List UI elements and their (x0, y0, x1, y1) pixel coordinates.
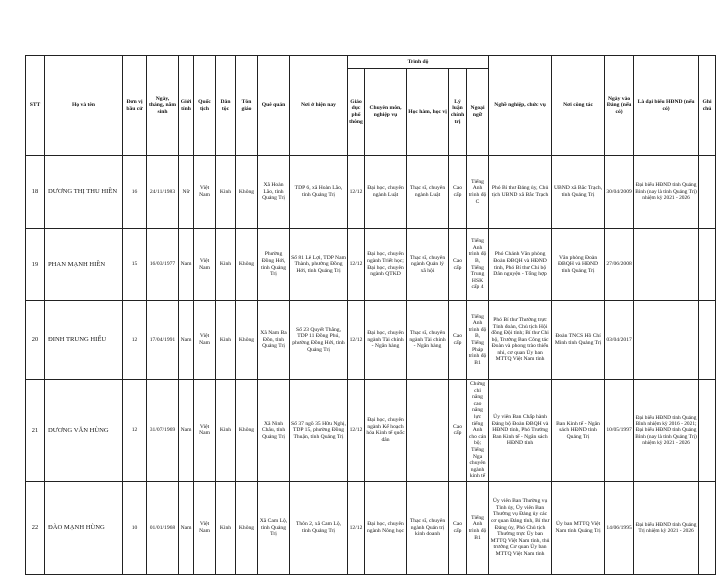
cell-degree (407, 380, 449, 482)
cell-ethnicity: Kinh (216, 380, 236, 482)
cell-workplace: UBND xã Bắc Trạch, tỉnh Quảng Trị (552, 156, 605, 229)
col-ethnicity: Dân tộc (216, 56, 236, 156)
cell-party-date: 10/05/1997 (605, 380, 634, 482)
cell-workplace: Ủy ban MTTQ Việt Nam tỉnh Quảng Trị (552, 481, 605, 574)
cell-general-edu: 12/12 (348, 301, 365, 380)
cell-major: Đại học, chuyên ngành Triết học; Đại học, chuyên ngành QTKD (365, 229, 407, 301)
cell-delegate: Đại biểu HĐND tỉnh Quảng Bình (nay là tỉnh Quảng Trị) nhiệm kỳ 2021 - 2026 (634, 156, 699, 229)
cell-residence: Số 23 Quyết Thắng, TDP 11 Đồng Phú, phường Đồng Hới, tỉnh Quảng Trị (290, 301, 348, 380)
cell-general-edu: 12/12 (348, 481, 365, 574)
cell-name: DƯƠNG VĂN HÙNG (45, 380, 123, 482)
cell-language: Tiếng Anh trình độ B1 (467, 481, 489, 574)
cell-nationality: Việt Nam (194, 481, 216, 574)
cell-politics: Cao cấp (449, 229, 467, 301)
cell-degree: Thạc sĩ, chuyên ngành Quản lý xã hội (407, 229, 449, 301)
col-nationality: Quốc tịch (194, 56, 216, 156)
cell-delegate (634, 301, 699, 380)
cell-residence: TDP 6, xã Hoàn Lão, tỉnh Quảng Trị (290, 156, 348, 229)
cell-religion: Không (236, 380, 258, 482)
cell-workplace: Ban Kinh tế - Ngân sách HĐND tỉnh Quảng Trị (552, 380, 605, 482)
cell-delegate (634, 229, 699, 301)
cell-delegate: Đại biểu HĐND tỉnh Quảng Trị nhiệm kỳ 2021 - 2026 (634, 481, 699, 574)
col-stt: STT (26, 56, 45, 156)
cell-ethnicity: Kinh (216, 481, 236, 574)
cell-occupation: Phó Chánh Văn phòng Đoàn ĐBQH và HĐND tỉnh, Phó Bí thư Chi bộ Dân nguyện - Tổng hợp (489, 229, 552, 301)
cell-residence: Số 81 Lê Lợi, TDP Nam Thành, phường Đồng Hới, tỉnh Quảng Trị (290, 229, 348, 301)
cell-party-date: 30/04/2009 (605, 156, 634, 229)
cell-name: ĐINH TRUNG HIẾU (45, 301, 123, 380)
cell-stt: 20 (26, 301, 45, 380)
cell-unit: 16 (123, 156, 147, 229)
cell-gender: Nam (179, 301, 194, 380)
col-occupation: Nghề nghiệp, chức vụ (489, 56, 552, 156)
cell-religion: Không (236, 229, 258, 301)
cell-notes (699, 229, 716, 301)
col-party-date: Ngày vào Đảng (nếu có) (605, 56, 634, 156)
col-education-group: Trình độ (348, 56, 489, 69)
cell-occupation: Ủy viên Ban Thường vụ Tỉnh ủy, Ủy viên Ban Thường vụ Đảng ủy các cơ quan Đảng tỉnh, Bí thư Đảng ủy, Phó Chủ tịch Thường trực Ủy ban MTTQ Việt Nam tỉnh, thủ trưởng Cơ quan Ủy ban MTTQ Việt Nam tỉnh (489, 481, 552, 574)
cell-politics: Cao cấp (449, 301, 467, 380)
cell-dob: 24/11/1983 (147, 156, 179, 229)
cell-workplace: Đoàn TNCS Hồ Chí Minh tỉnh Quảng Trị (552, 301, 605, 380)
col-notes: Ghi chú (699, 56, 716, 156)
cell-ethnicity: Kinh (216, 301, 236, 380)
cell-language: Tiếng Anh trình độ C (467, 156, 489, 229)
cell-notes (699, 301, 716, 380)
cell-major: Đại học, chuyên ngành Kế hoạch hóa Kinh tế quốc dân (365, 380, 407, 482)
cell-workplace: Văn phòng Đoàn ĐBQH và HĐND tỉnh Quảng Trị (552, 229, 605, 301)
col-workplace: Nơi công tác (552, 56, 605, 156)
candidate-table (25, 55, 716, 575)
cell-religion: Không (236, 156, 258, 229)
cell-notes (699, 481, 716, 574)
cell-general-edu: 12/12 (348, 229, 365, 301)
cell-residence: Số 37 ngõ 35 Hữu Nghị, TDP 15, phường Đồng Thuận, tỉnh Quảng Trị (290, 380, 348, 482)
cell-gender: Nam (179, 481, 194, 574)
table-row (26, 229, 716, 301)
cell-unit: 12 (123, 301, 147, 380)
cell-ethnicity: Kinh (216, 229, 236, 301)
cell-politics: Cao cấp (449, 481, 467, 574)
cell-party-date: 27/06/2008 (605, 229, 634, 301)
cell-stt: 21 (26, 380, 45, 482)
cell-language: Chứng chỉ năng cao năng lực tiếng Anh cho cán bộ; Tiếng Nga chuyên ngành kinh tế (467, 380, 489, 482)
cell-dob: 01/01/1968 (147, 481, 179, 574)
cell-stt: 22 (26, 481, 45, 574)
cell-major: Đại học, chuyên ngành Luật (365, 156, 407, 229)
cell-language: Tiếng Anh trình độ B, Tiếng Pháp trình độ B1 (467, 301, 489, 380)
col-major: Chuyên môn, nghiệp vụ (365, 69, 407, 156)
cell-occupation: Phó Bí thư Thường trực Tỉnh đoàn, Chủ tịch Hội đồng Đội tỉnh; Bí thư Chi bộ, Trưởng Ban Công tác Đoàn và phong trào thiếu nhi, cơ quan Ủy ban MTTQ Việt Nam tỉnh (489, 301, 552, 380)
cell-religion: Không (236, 301, 258, 380)
cell-nationality: Việt Nam (194, 156, 216, 229)
cell-nationality: Việt Nam (194, 301, 216, 380)
cell-nationality: Việt Nam (194, 380, 216, 482)
cell-name: DƯƠNG THỊ THU HIỀN (45, 156, 123, 229)
cell-name: ĐÀO MẠNH HÙNG (45, 481, 123, 574)
cell-party-date: 03/04/2017 (605, 301, 634, 380)
cell-occupation: Ủy viên Ban Chấp hành Đảng bộ Đoàn ĐBQH và HĐND tỉnh, Phó Trưởng Ban Kinh tế - Ngân sách HĐND tỉnh (489, 380, 552, 482)
cell-hometown: Xã Ninh Châu, tỉnh Quảng Trị (258, 380, 290, 482)
cell-unit: 15 (123, 229, 147, 301)
col-gender: Giới tính (179, 56, 194, 156)
table-row (26, 301, 716, 380)
cell-ethnicity: Kinh (216, 156, 236, 229)
col-language: Ngoại ngữ (467, 69, 489, 156)
col-unit: Đơn vị bầu cử (123, 56, 147, 156)
cell-hometown: Xã Hoàn Lão, tỉnh Quảng Trị (258, 156, 290, 229)
table-row (26, 156, 716, 229)
col-residence: Nơi ở hiện nay (290, 56, 348, 156)
cell-gender: Nam (179, 229, 194, 301)
col-hometown: Quê quán (258, 56, 290, 156)
cell-notes (699, 380, 716, 482)
col-degree: Học hàm, học vị (407, 69, 449, 156)
cell-degree: Thạc sĩ, chuyên ngành Quản trị kinh doanh (407, 481, 449, 574)
col-delegate: Là đại biểu HĐND (nếu có) (634, 56, 699, 156)
table-row (26, 380, 716, 482)
cell-general-edu: 12/12 (348, 380, 365, 482)
col-name: Họ và tên (45, 56, 123, 156)
cell-major: Đại học, chuyên ngành Tài chính - Ngân hàng (365, 301, 407, 380)
col-general-edu: Giáo dục phổ thông (348, 69, 365, 156)
cell-party-date: 14/06/1995 (605, 481, 634, 574)
cell-dob: 17/04/1991 (147, 301, 179, 380)
cell-gender: Nam (179, 380, 194, 482)
cell-unit: 10 (123, 481, 147, 574)
cell-notes (699, 156, 716, 229)
cell-dob: 31/07/1969 (147, 380, 179, 482)
cell-major: Đại học, chuyên ngành Nông học (365, 481, 407, 574)
cell-hometown: Xã Cam Lộ, tỉnh Quảng Trị (258, 481, 290, 574)
col-religion: Tôn giáo (236, 56, 258, 156)
cell-gender: Nữ (179, 156, 194, 229)
cell-residence: Thôn 2, xã Cam Lộ, tỉnh Quảng Trị (290, 481, 348, 574)
cell-hometown: Phường Đồng Hới, tỉnh Quảng Trị (258, 229, 290, 301)
cell-hometown: Xã Nam Ba Đồn, tỉnh Quảng Trị (258, 301, 290, 380)
cell-occupation: Phó Bí thư Đảng ủy, Chủ tịch UBND xã Bắc Trạch (489, 156, 552, 229)
col-dob: Ngày, tháng, năm sinh (147, 56, 179, 156)
cell-general-edu: 12/12 (348, 156, 365, 229)
cell-language: Tiếng Anh trình độ B, Tiếng Trung HSK cấp 4 (467, 229, 489, 301)
col-politics: Lý luận chính trị (449, 69, 467, 156)
header-row-top (26, 56, 716, 69)
cell-name: PHAN MẠNH HIỀN (45, 229, 123, 301)
cell-religion: Không (236, 481, 258, 574)
cell-delegate: Đại biểu HĐND tỉnh Quảng Bình nhiệm kỳ 2016 - 2021; Đại biểu HĐND tỉnh Quảng Bình (nay là tỉnh Quảng Trị) nhiệm kỳ 2021 - 2026 (634, 380, 699, 482)
cell-unit: 12 (123, 380, 147, 482)
cell-stt: 18 (26, 156, 45, 229)
cell-degree: Thạc sĩ, chuyên ngành Tài chính - Ngân hàng (407, 301, 449, 380)
table-row (26, 481, 716, 574)
cell-politics: Cao cấp (449, 380, 467, 482)
cell-politics: Cao cấp (449, 156, 467, 229)
cell-nationality: Việt Nam (194, 229, 216, 301)
cell-stt: 19 (26, 229, 45, 301)
cell-dob: 16/03/1977 (147, 229, 179, 301)
cell-degree: Thạc sĩ, chuyên ngành Luật (407, 156, 449, 229)
